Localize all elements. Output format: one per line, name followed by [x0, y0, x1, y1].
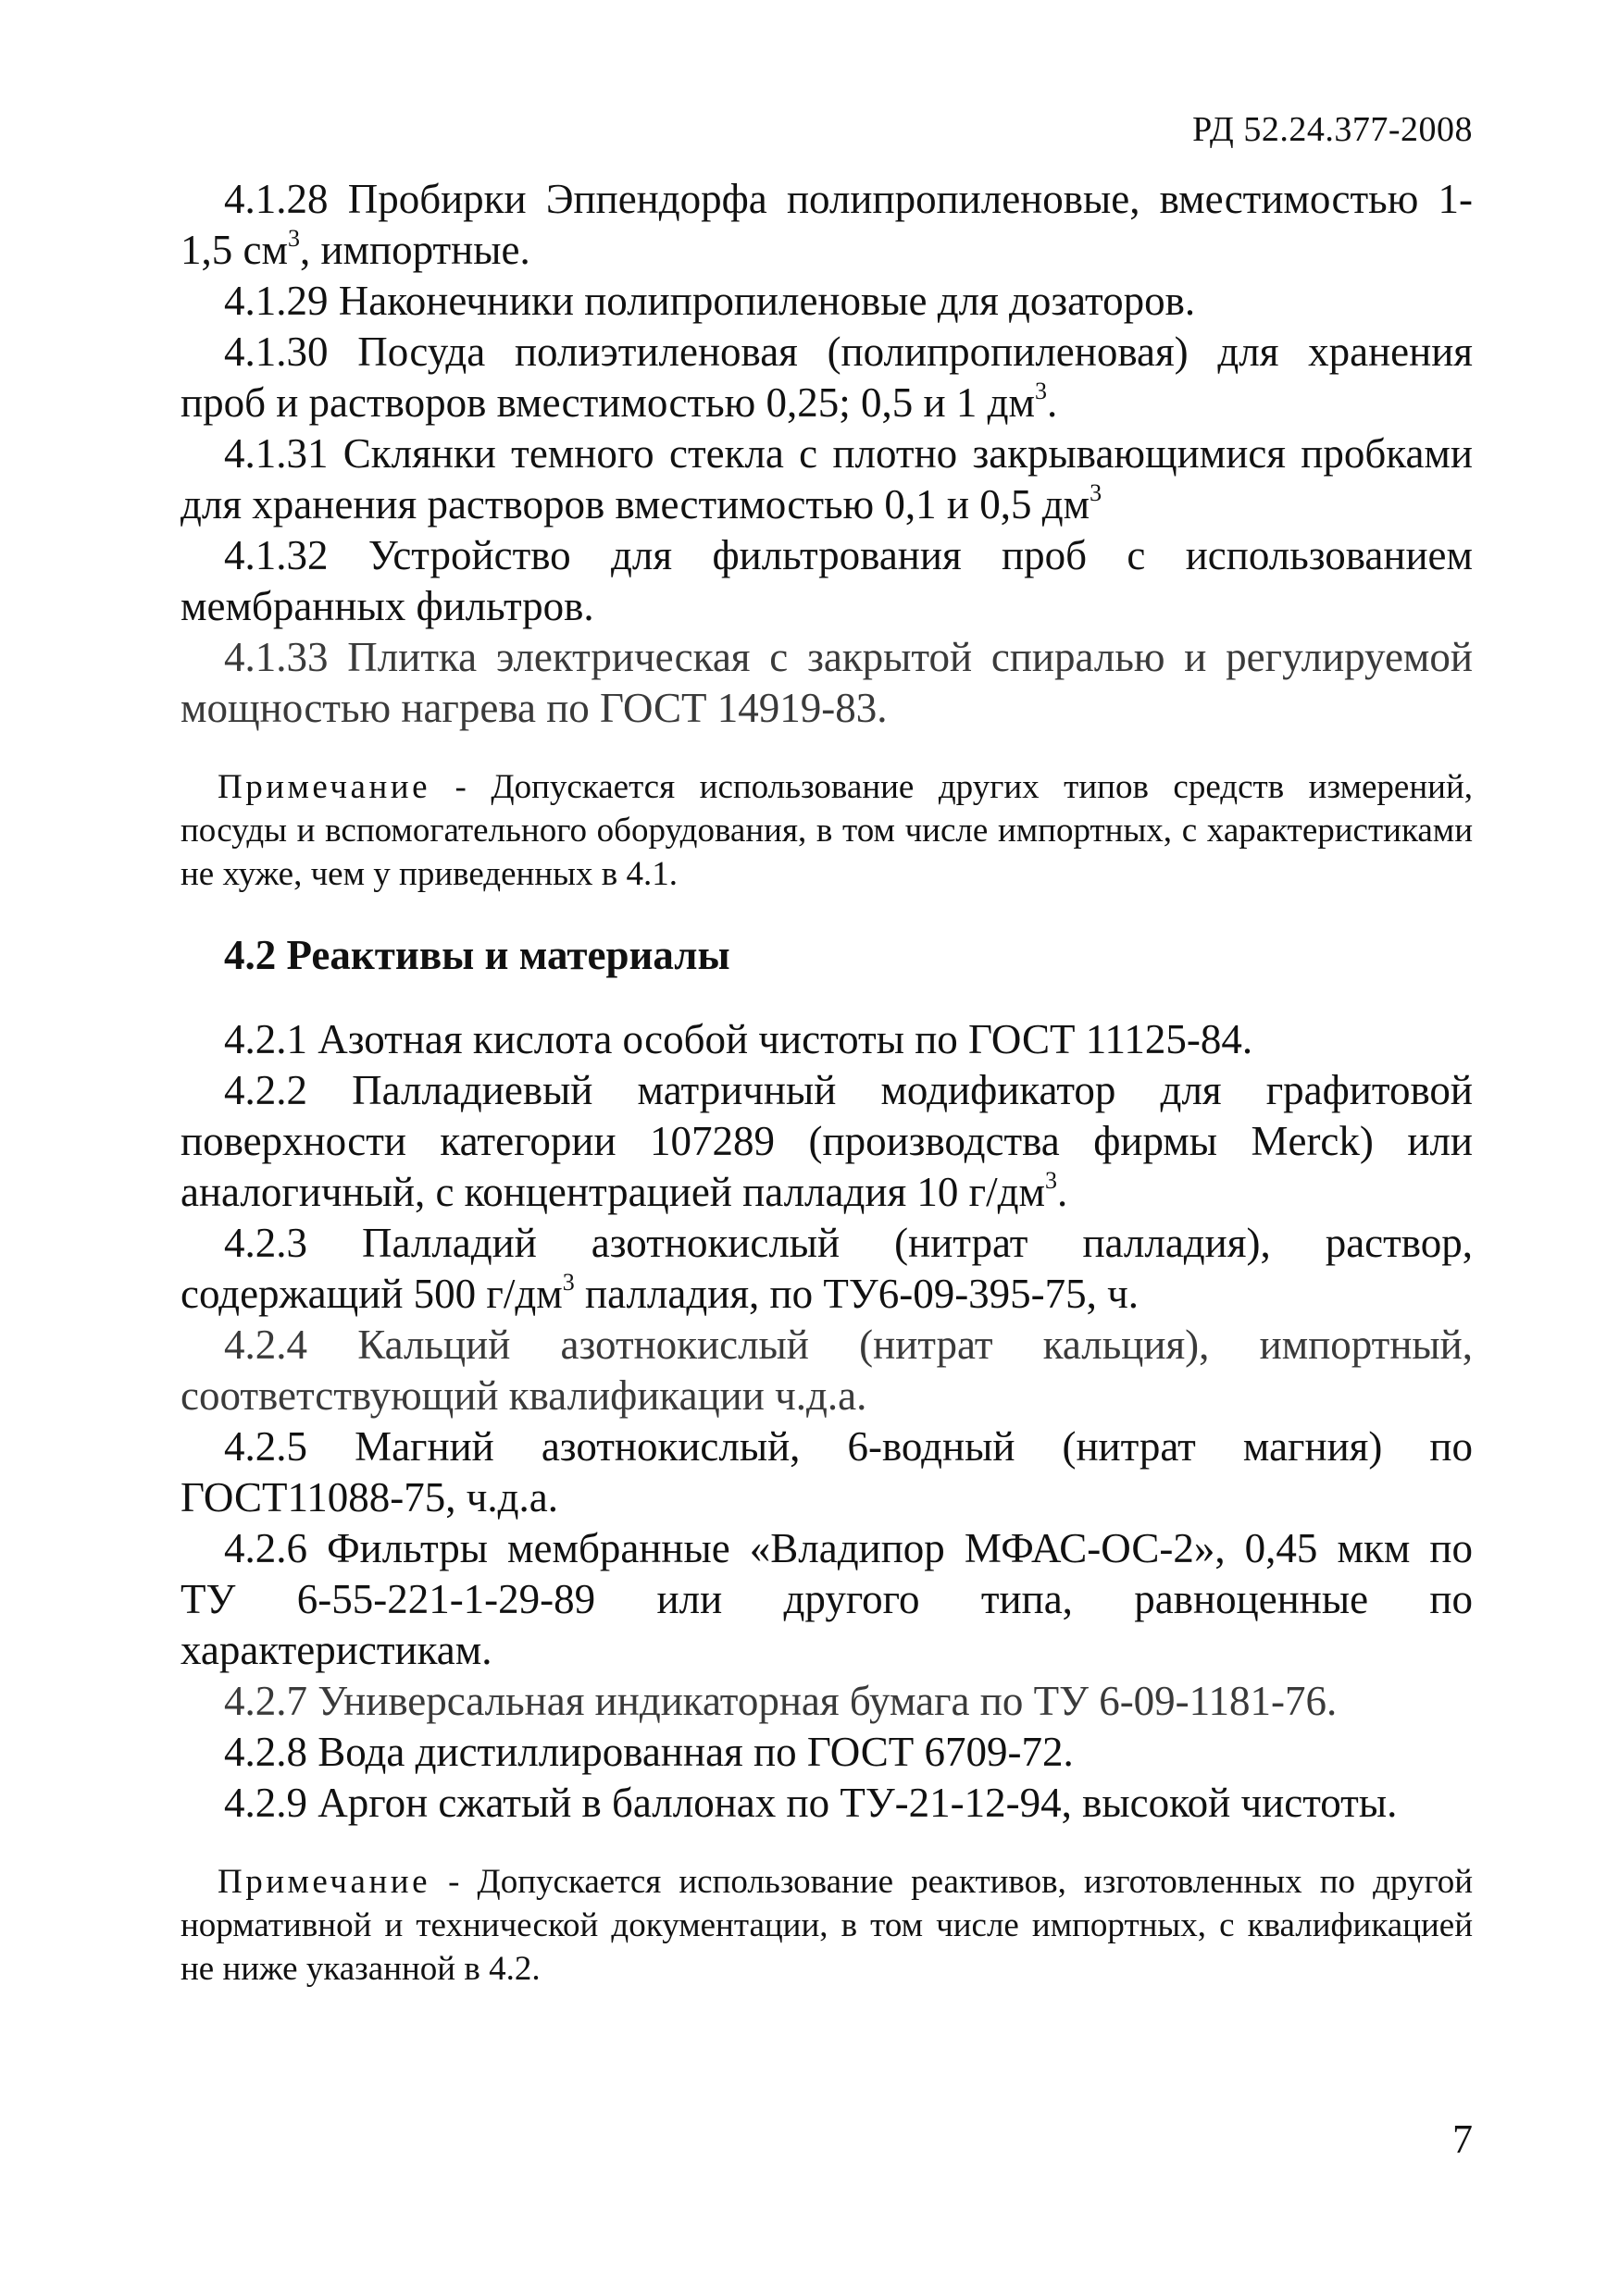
- note-label: Примечание: [218, 768, 430, 806]
- item-number: 4.1.31: [224, 430, 329, 477]
- list-item: [181, 276, 1473, 327]
- item-text: Кальций азотнокислый (нитрат кальция), импортный, соответствующий квалификации ч.д.а.: [181, 1322, 1473, 1419]
- item-text: Вода дистиллированная по ГОСТ 6709-72.: [307, 1729, 1074, 1775]
- note-label: Примечание: [218, 1863, 430, 1901]
- item-text: Склянки темного стекла с плотно закрывающимися пробками для хранения растворов вместимостью 0,1 и 0,5 дм: [181, 430, 1473, 527]
- item-number: 4.2.7: [224, 1678, 307, 1724]
- item-number: 4.2.1: [224, 1016, 307, 1062]
- superscript: 3: [1090, 479, 1102, 506]
- item-number: 4.2.2: [224, 1067, 307, 1113]
- page-number: 7: [1452, 2116, 1473, 2162]
- superscript: 3: [287, 225, 300, 252]
- item-text: Магний азотнокислый, 6-водный (нитрат магния) по ГОСТ11088-75, ч.д.а.: [181, 1423, 1473, 1520]
- list-item: [181, 327, 1473, 428]
- note-text: - Допускается использование реактивов, изготовленных по другой нормативной и технической документации, в том числе импортных, с квалификацией не ниже указанной в 4.2.: [181, 1863, 1473, 1988]
- note-paragraph: [181, 1860, 1473, 1991]
- item-text-tail: палладия, по ТУ6-09-395-75, ч.: [574, 1271, 1140, 1317]
- list-item: [181, 1727, 1473, 1778]
- list-item: [181, 1218, 1473, 1320]
- item-number: 4.1.30: [224, 329, 329, 375]
- item-number: 4.1.33: [224, 634, 329, 680]
- item-text: Фильтры мембранные «Владипор МФАС-ОС-2», 0,45 мкм по ТУ 6-55-221-1-29-89 или другого типа, равноценные по характеристикам.: [181, 1525, 1473, 1673]
- list-item: [181, 1523, 1473, 1676]
- note-paragraph: [181, 765, 1473, 896]
- section-heading: 4.2 Реактивы и материалы: [224, 932, 730, 978]
- item-number: 4.2.8: [224, 1729, 307, 1775]
- item-text: Универсальная индикаторная бумага по ТУ 6-09-1181-76.: [307, 1678, 1338, 1724]
- list-item: [181, 530, 1473, 632]
- item-text: Устройство для фильтрования проб с использованием мембранных фильтров.: [181, 532, 1473, 629]
- list-item: [181, 1065, 1473, 1218]
- item-text: Наконечники полипропиленовые для дозаторов.: [328, 278, 1196, 324]
- item-text: Палладиевый матричный модификатор для графитовой поверхности категории 107289 (производства фирмы Merck) или аналогичный, с концентрацией палладия 10 г/дм: [181, 1067, 1473, 1215]
- item-text: Пробирки Эппендорфа полипропиленовые, вместимостью 1-1,5 см: [181, 176, 1473, 273]
- note-text: - Допускается использование других типов средств измерений, посуды и вспомогательного оборудования, в том числе импортных, с характеристиками не хуже, чем у приведенных в 4.1.: [181, 768, 1473, 893]
- item-number: 4.1.29: [224, 278, 329, 324]
- item-text: Посуда полиэтиленовая (полипропиленовая) для хранения проб и растворов вместимостью 0,25; 0,5 и 1 дм: [181, 329, 1473, 426]
- list-item: [181, 1421, 1473, 1523]
- item-number: 4.1.32: [224, 532, 329, 578]
- list-item: [181, 632, 1473, 734]
- item-text: Палладий азотнокислый (нитрат палладия), раствор, содержащий 500 г/дм: [181, 1220, 1473, 1317]
- list-item: [181, 1676, 1473, 1727]
- document-code: РД 52.24.377-2008: [1192, 110, 1473, 149]
- item-number: 4.2.4: [224, 1322, 307, 1368]
- item-text-tail: , импортные.: [299, 227, 530, 273]
- list-item: [181, 174, 1473, 276]
- list-item: [181, 1320, 1473, 1421]
- item-text: Аргон сжатый в баллонах по ТУ-21-12-94, высокой чистоты.: [307, 1780, 1398, 1826]
- item-number: 4.2.3: [224, 1220, 307, 1266]
- page-content: [181, 174, 1473, 1991]
- item-text-tail: .: [1056, 1169, 1068, 1215]
- list-item: [181, 1014, 1473, 1065]
- list-item: [181, 1778, 1473, 1829]
- superscript: 3: [1034, 378, 1047, 404]
- item-number: 4.2.6: [224, 1525, 307, 1571]
- superscript: 3: [562, 1269, 575, 1296]
- item-text: Плитка электрическая с закрытой спиралью и регулируемой мощностью нагрева по ГОСТ 14919-83.: [181, 634, 1473, 731]
- item-number: 4.2.5: [224, 1423, 307, 1470]
- item-text: Азотная кислота особой чистоты по ГОСТ 11125-84.: [307, 1016, 1253, 1062]
- item-number: 4.1.28: [224, 176, 329, 222]
- superscript: 3: [1044, 1167, 1057, 1194]
- list-item: [181, 428, 1473, 530]
- item-text-tail: .: [1046, 379, 1058, 426]
- item-number: 4.2.9: [224, 1780, 307, 1826]
